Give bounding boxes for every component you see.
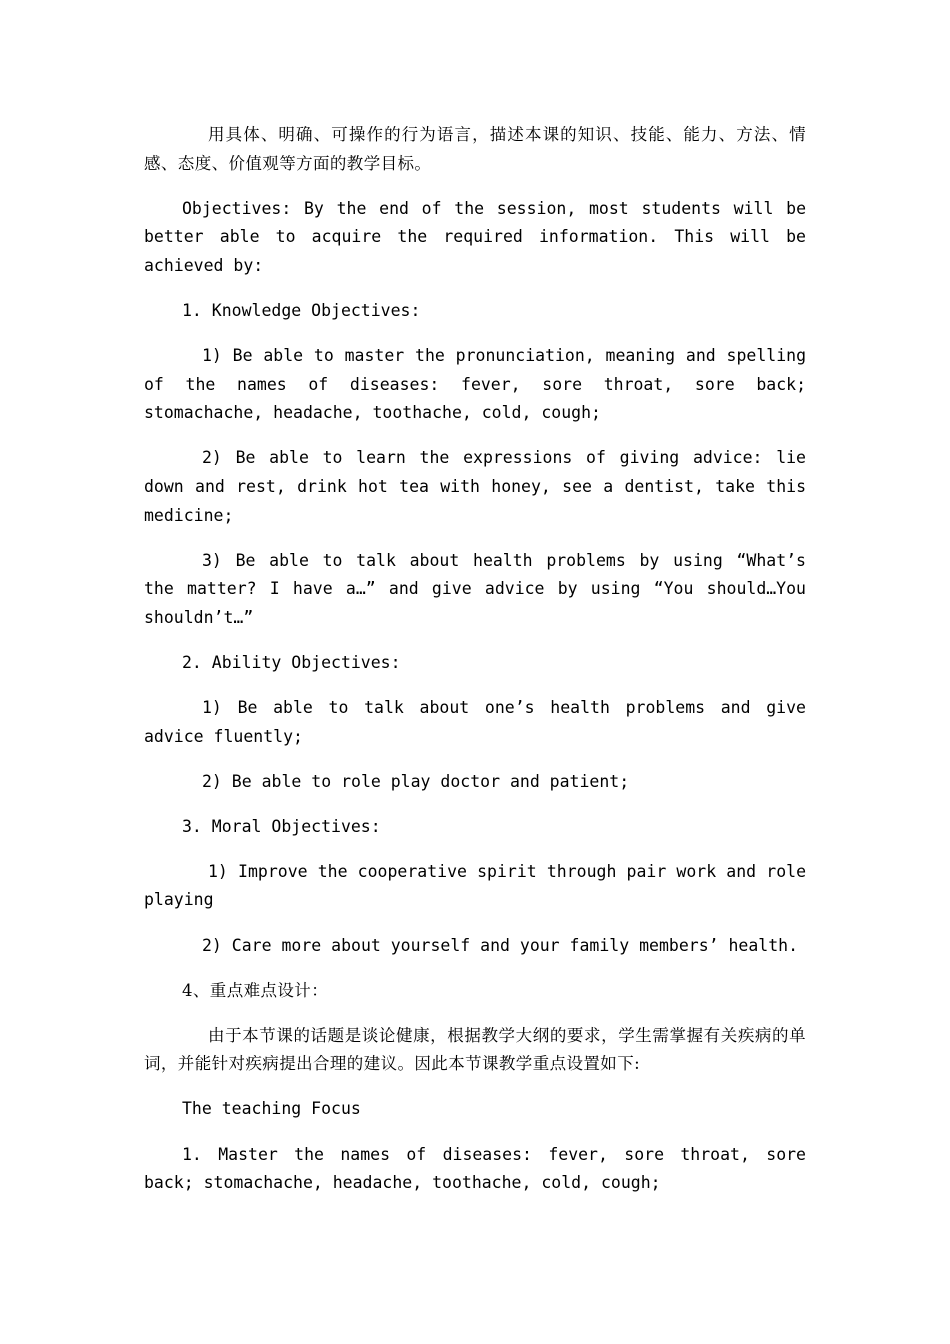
- moral-objective-1: 1) Improve the cooperative spirit through pair work and role playing: [144, 861, 806, 910]
- knowledge-objective-1: 1) Be able to master the pronunciation, meaning and spelling of the names of diseases: fever, sore throat, sore back; stomachache, headache, toothache, cold, cough;: [144, 346, 806, 423]
- focus-paragraph-cn: 由于本节课的话题是谈论健康，根据教学大纲的要求，学生需掌握有关疾病的单词，并能针对疾病提出合理的建议。因此本节课教学重点设置如下:: [144, 1025, 806, 1074]
- intro-paragraph-cn: 用具体、明确、可操作的行为语言，描述本课的知识、技能、能力、方法、情感、态度、价值观等方面的教学目标。: [144, 125, 806, 173]
- document-body: [144, 121, 806, 1214]
- ability-objective-2: 2) Be able to role play doctor and patient;: [202, 771, 630, 791]
- knowledge-objective-2: 2) Be able to learn the expressions of giving advice: lie down and rest, drink hot tea with honey, see a dentist, take this medicine;: [144, 448, 806, 525]
- focus-design-heading-cn: 4、重点难点设计：: [182, 980, 329, 1000]
- objectives-intro: Objectives: By the end of the session, most students will be better able to acquire the required information. This will be achieved by:: [144, 198, 806, 275]
- knowledge-objectives-heading: 1. Knowledge Objectives:: [182, 300, 421, 320]
- knowledge-objective-3: 3) Be able to talk about health problems by using “What’s the matter? I have a…” and give advice by using “You should…You shouldn’t…”: [144, 550, 806, 627]
- moral-objective-2: 2) Care more about yourself and your family members’ health.: [202, 935, 799, 955]
- teaching-focus-item-1: 1. Master the names of diseases: fever, sore throat, sore back; stomachache, headache, toothache, cold, cough;: [144, 1144, 806, 1193]
- teaching-focus-heading: The teaching Focus: [182, 1099, 361, 1119]
- moral-objectives-heading: 3. Moral Objectives:: [182, 816, 381, 836]
- ability-objectives-heading: 2. Ability Objectives:: [182, 652, 401, 672]
- ability-objective-1: 1) Be able to talk about one’s health problems and give advice fluently;: [144, 698, 806, 746]
